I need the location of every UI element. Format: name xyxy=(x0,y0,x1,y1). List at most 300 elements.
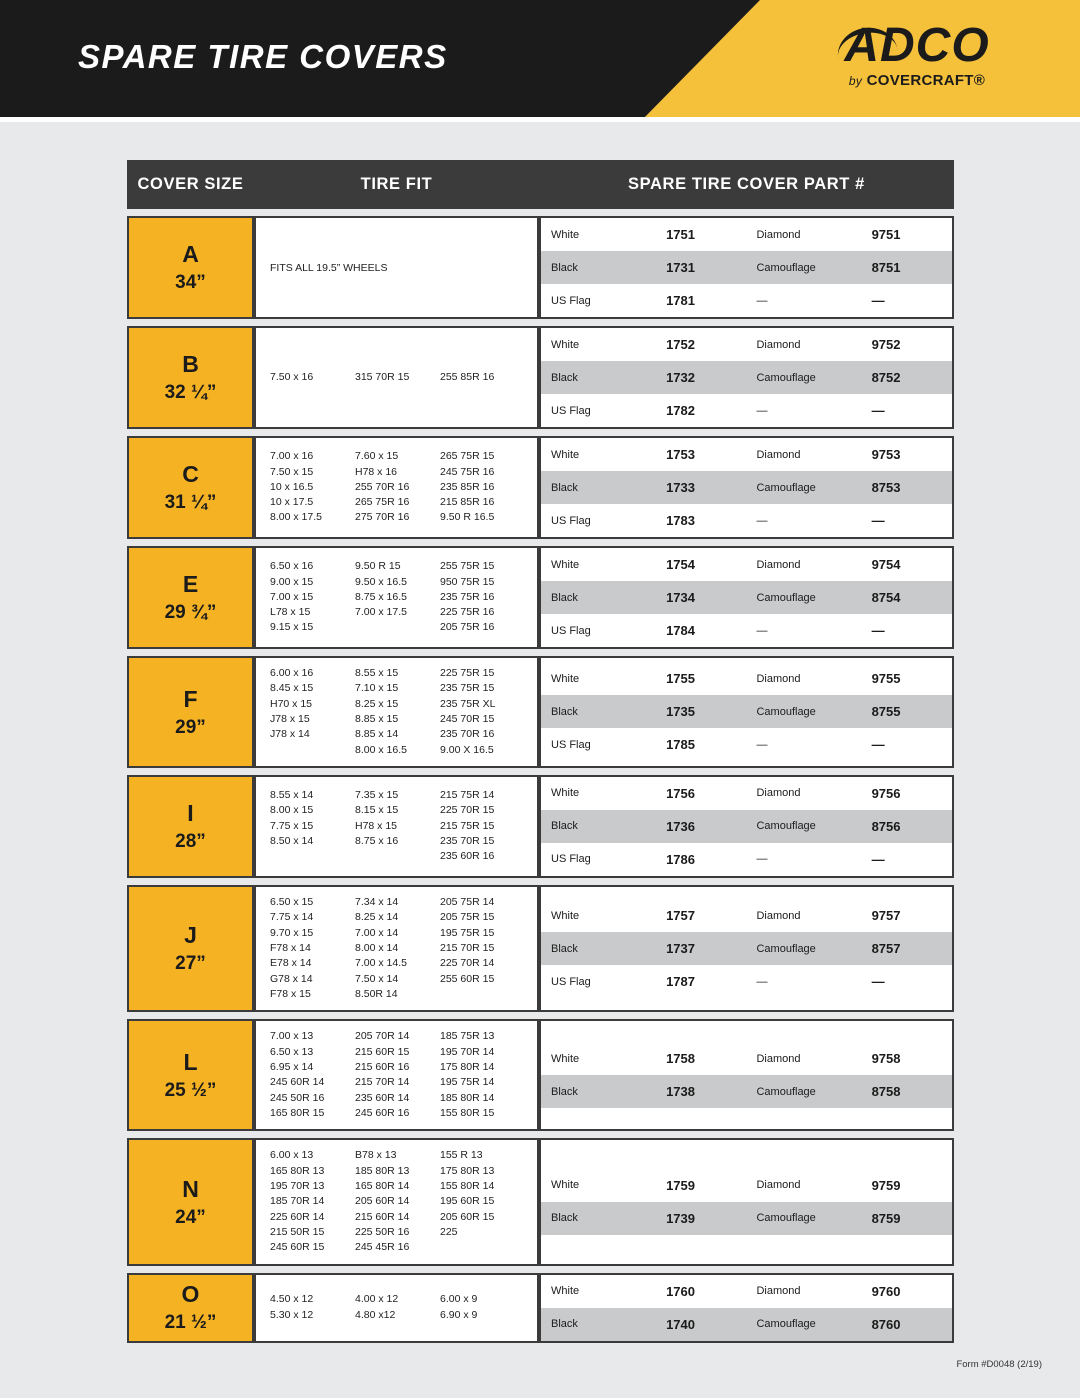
row-spacer xyxy=(127,1131,954,1138)
tire-fit-size: 8.85 x 14 xyxy=(355,728,399,741)
tire-fit-column xyxy=(440,788,525,865)
part-number-value: 1759 xyxy=(656,1169,746,1202)
part-number-cell xyxy=(539,1138,954,1265)
tire-fit-column xyxy=(355,370,440,385)
cover-size-letter: B xyxy=(182,351,199,378)
part-pattern-number: 8757 xyxy=(862,932,952,965)
part-color-label: US Flag xyxy=(541,504,656,537)
part-number-row xyxy=(541,614,952,647)
part-color-label: White xyxy=(541,899,656,932)
tire-fit-size: 205 75R 15 xyxy=(440,911,495,924)
tire-fit-size: H70 x 15 xyxy=(270,697,313,710)
table-row xyxy=(127,326,954,429)
tire-fit-size: 7.00 x 17.5 xyxy=(355,606,407,619)
tire-fit-size: 7.00 x 16 xyxy=(270,450,314,463)
part-color-label: Black xyxy=(541,932,656,965)
part-pattern-label: Diamond xyxy=(746,548,861,581)
part-number-value: 1783 xyxy=(656,504,746,537)
tire-fit-column xyxy=(355,449,440,526)
part-number-row xyxy=(541,438,952,471)
adco-logo xyxy=(792,19,1042,89)
cover-size-inches: 24” xyxy=(175,1206,206,1228)
tire-fit-size: 8.00 x 16.5 xyxy=(355,743,407,756)
tire-fit-size: 215 60R 14 xyxy=(355,1210,410,1223)
part-number-table xyxy=(541,777,952,876)
tire-fit-size: 6.00 x 16 xyxy=(270,667,314,679)
part-number-table xyxy=(541,548,952,647)
tire-fit-column xyxy=(270,1029,355,1121)
tire-fit-size: 165 80R 14 xyxy=(355,1179,410,1192)
tire-fit-size: 195 75R 15 xyxy=(440,926,495,939)
part-number-table xyxy=(541,1275,952,1341)
tire-fit-size: 8.15 x 15 xyxy=(355,804,399,817)
cover-size-cell xyxy=(127,326,254,429)
tire-fit-size: 7.00 x 13 xyxy=(270,1030,314,1043)
tire-fit-size: 245 50R 16 xyxy=(270,1091,325,1104)
tire-fit-size: 10 x 17.5 xyxy=(270,496,314,509)
part-number-table xyxy=(541,662,952,761)
tire-fit-size: 205 70R 14 xyxy=(355,1030,410,1043)
tire-fit-size: 215 50R 15 xyxy=(270,1225,325,1238)
part-pattern-number: 8754 xyxy=(862,581,952,614)
tire-fit-columns xyxy=(270,370,525,385)
tire-fit-size: 235 60R 14 xyxy=(355,1091,410,1104)
cover-size-cell xyxy=(127,546,254,649)
tire-fit-size: 225 xyxy=(440,1225,458,1238)
tire-fit-cell xyxy=(254,326,539,429)
table-row xyxy=(127,436,954,539)
part-number-table xyxy=(541,1169,952,1235)
tire-fit-size: 9.00 x 15 xyxy=(270,575,314,588)
tire-fit-size: 6.50 x 13 xyxy=(270,1045,314,1058)
part-number-row xyxy=(541,1308,952,1341)
table-row xyxy=(127,1019,954,1131)
tire-fit-size: 255 85R 16 xyxy=(440,370,495,383)
part-number-cell xyxy=(539,885,954,1012)
row-spacer xyxy=(127,878,954,885)
part-number-value: 1739 xyxy=(656,1202,746,1235)
part-color-label: Black xyxy=(541,810,656,843)
part-pattern-number: 8755 xyxy=(862,695,952,728)
tire-fit-size: 235 75R 16 xyxy=(440,590,495,603)
cover-size-inches: 28” xyxy=(175,831,206,853)
logo-by-text: by xyxy=(848,74,863,88)
tire-fit-size: 7.10 x 15 xyxy=(355,682,399,695)
part-pattern-number: — xyxy=(862,728,952,761)
logo-subtext xyxy=(792,72,1042,89)
part-pattern-label: Diamond xyxy=(746,1169,861,1202)
part-pattern-label: Diamond xyxy=(746,1275,861,1308)
part-number-row xyxy=(541,1042,952,1075)
part-number-row xyxy=(541,251,952,284)
tire-fit-columns xyxy=(270,1292,525,1323)
row-spacer xyxy=(127,1266,954,1273)
part-pattern-number: 8752 xyxy=(862,361,952,394)
tire-fit-size: 8.50R 14 xyxy=(355,987,398,1000)
tire-fit-cell xyxy=(254,775,539,878)
tire-fit-size: J78 x 15 xyxy=(270,712,310,725)
part-number-value: 1753 xyxy=(656,438,746,471)
part-pattern-number: 8759 xyxy=(862,1202,952,1235)
tire-fit-size: 6.95 x 14 xyxy=(270,1060,314,1073)
tire-fit-size: 205 75R 16 xyxy=(440,621,495,634)
cover-size-letter: O xyxy=(181,1281,200,1308)
part-pattern-label: Diamond xyxy=(746,899,861,932)
tire-fit-size: 225 70R 15 xyxy=(440,804,495,817)
part-number-value: 1754 xyxy=(656,548,746,581)
tire-fit-size: 195 60R 15 xyxy=(440,1195,495,1208)
cover-size-inches: 31 ¼” xyxy=(164,492,217,514)
tire-fit-size: 205 75R 14 xyxy=(440,895,495,908)
row-spacer xyxy=(127,1012,954,1019)
part-number-row xyxy=(541,728,952,761)
part-number-row xyxy=(541,471,952,504)
tire-fit-size: 7.75 x 14 xyxy=(270,911,314,924)
row-spacer xyxy=(127,649,954,656)
tire-fit-size: 6.50 x 16 xyxy=(270,560,314,573)
part-pattern-label: — xyxy=(746,284,861,317)
part-number-table xyxy=(541,1042,952,1108)
row-spacer xyxy=(127,768,954,775)
tire-fit-size: F78 x 15 xyxy=(270,987,311,1000)
tire-fit-column xyxy=(440,1029,525,1121)
part-number-value: 1786 xyxy=(656,843,746,876)
tire-fit-size: 255 75R 15 xyxy=(440,560,495,573)
tire-fit-column xyxy=(355,788,440,865)
part-pattern-label: Camouflage xyxy=(746,361,861,394)
cover-size-letter: E xyxy=(182,571,199,598)
tire-fit-size: 215 60R 15 xyxy=(355,1045,410,1058)
part-number-cell xyxy=(539,656,954,768)
tire-fit-columns xyxy=(270,788,525,865)
logo-covercraft-text: COVERCRAFT xyxy=(866,72,974,89)
part-color-label: Black xyxy=(541,251,656,284)
tire-fit-size: 235 75R XL xyxy=(440,697,496,710)
part-number-cell xyxy=(539,1019,954,1131)
tire-fit-size: 225 70R 14 xyxy=(440,957,495,970)
tire-fit-column xyxy=(355,559,440,636)
part-number-table xyxy=(541,218,952,317)
tire-fit-cell xyxy=(254,216,539,319)
tire-fit-size: 8.55 x 14 xyxy=(270,789,314,802)
part-pattern-label: — xyxy=(746,614,861,647)
tire-fit-size: 265 75R 15 xyxy=(440,450,495,463)
part-pattern-label: Camouflage xyxy=(746,810,861,843)
tire-fit-size: 8.00 x 14 xyxy=(355,941,399,954)
tire-fit-size: 215 85R 16 xyxy=(440,496,495,509)
part-number-table xyxy=(541,328,952,427)
tire-fit-size: 9.50 R 15 xyxy=(355,560,401,573)
part-pattern-number: 9752 xyxy=(862,328,952,361)
tire-fit-size: 7.75 x 15 xyxy=(270,819,314,832)
part-pattern-label: Diamond xyxy=(746,328,861,361)
cover-size-inches: 27” xyxy=(175,953,206,975)
tire-fit-size: 195 70R 14 xyxy=(440,1045,495,1058)
tire-fit-size: 7.50 x 15 xyxy=(270,465,314,478)
part-number-row xyxy=(541,1169,952,1202)
part-number-value: 1734 xyxy=(656,581,746,614)
tire-fit-size: 9.50 R 16.5 xyxy=(440,511,495,524)
table-header-row xyxy=(127,160,954,209)
document-body xyxy=(0,122,1080,1398)
part-color-label: White xyxy=(541,548,656,581)
part-number-row xyxy=(541,581,952,614)
part-number-value: 1737 xyxy=(656,932,746,965)
tire-fit-size: H78 x 16 xyxy=(355,465,398,478)
cover-size-letter: I xyxy=(187,800,194,827)
part-color-label: Black xyxy=(541,471,656,504)
part-number-value: 1755 xyxy=(656,662,746,695)
part-pattern-label: Diamond xyxy=(746,1042,861,1075)
row-spacer xyxy=(127,429,954,436)
tire-fit-size: 225 60R 14 xyxy=(270,1210,325,1223)
tire-fit-size: H78 x 15 xyxy=(355,819,398,832)
tire-fit-cell xyxy=(254,1019,539,1131)
part-color-label: US Flag xyxy=(541,394,656,427)
part-pattern-number: 9757 xyxy=(862,899,952,932)
tire-fit-size: 6.90 x 9 xyxy=(440,1308,478,1321)
part-pattern-number: — xyxy=(862,284,952,317)
column-header-cover-size: COVER SIZE xyxy=(127,160,254,209)
tire-fit-cell xyxy=(254,656,539,768)
tire-fit-size: 215 70R 14 xyxy=(355,1076,410,1089)
part-pattern-label: Camouflage xyxy=(746,1202,861,1235)
part-pattern-label: Diamond xyxy=(746,662,861,695)
part-number-value: 1781 xyxy=(656,284,746,317)
cover-size-letter: J xyxy=(184,922,197,949)
cover-size-cell xyxy=(127,775,254,878)
tire-fit-text: FITS ALL 19.5” WHEELS xyxy=(270,261,388,274)
part-pattern-number: — xyxy=(862,614,952,647)
part-number-row xyxy=(541,1202,952,1235)
part-number-row xyxy=(541,284,952,317)
part-number-value: 1732 xyxy=(656,361,746,394)
tire-fit-size: 235 75R 15 xyxy=(440,682,495,695)
tire-fit-size: 10 x 16.5 xyxy=(270,480,314,493)
part-number-value: 1736 xyxy=(656,810,746,843)
part-pattern-number: 9754 xyxy=(862,548,952,581)
tire-fit-size: 155 R 13 xyxy=(440,1149,483,1162)
part-number-row xyxy=(541,218,952,251)
tire-fit-size: 195 75R 14 xyxy=(440,1076,495,1089)
part-number-table xyxy=(541,438,952,537)
part-number-row xyxy=(541,394,952,427)
part-number-row xyxy=(541,504,952,537)
part-pattern-number: 8751 xyxy=(862,251,952,284)
tire-fit-size: 8.75 x 16 xyxy=(355,835,399,848)
tire-fit-column xyxy=(355,666,440,758)
spare-tire-cover-table xyxy=(127,160,954,1343)
tire-fit-size: 185 70R 14 xyxy=(270,1195,325,1208)
part-color-label: White xyxy=(541,777,656,810)
part-pattern-number: 9755 xyxy=(862,662,952,695)
cover-size-inches: 32 ¼” xyxy=(164,382,217,404)
tire-fit-size: 215 75R 15 xyxy=(440,819,495,832)
tire-fit-size: 8.75 x 16.5 xyxy=(355,590,407,603)
part-number-cell xyxy=(539,775,954,878)
tire-fit-size: 7.50 x 14 xyxy=(355,972,399,985)
form-number: Form #D0048 (2/19) xyxy=(956,1359,1042,1370)
tire-fit-column xyxy=(355,1029,440,1121)
tire-fit-columns xyxy=(270,1029,525,1121)
tire-fit-column xyxy=(440,1148,525,1255)
tire-fit-size: 7.50 x 16 xyxy=(270,370,314,383)
part-pattern-number: — xyxy=(862,504,952,537)
tire-fit-size: 275 70R 16 xyxy=(355,511,410,524)
table-row xyxy=(127,656,954,768)
part-number-value: 1751 xyxy=(656,218,746,251)
cover-size-inches: 25 ½” xyxy=(164,1079,217,1101)
tire-fit-size: 7.35 x 15 xyxy=(355,789,399,802)
part-color-label: White xyxy=(541,1275,656,1308)
part-number-value: 1757 xyxy=(656,899,746,932)
part-pattern-number: 9751 xyxy=(862,218,952,251)
logo-wordmark xyxy=(844,19,990,72)
tire-fit-size: 235 70R 16 xyxy=(440,728,495,741)
part-number-cell xyxy=(539,546,954,649)
part-number-row xyxy=(541,932,952,965)
tire-fit-size: 7.60 x 15 xyxy=(355,450,399,463)
tire-fit-size: 215 60R 16 xyxy=(355,1060,410,1073)
part-color-label: US Flag xyxy=(541,614,656,647)
tire-fit-size: 225 75R 15 xyxy=(440,667,495,679)
tire-fit-cell xyxy=(254,885,539,1012)
tire-fit-cell xyxy=(254,436,539,539)
tire-fit-size: 155 80R 15 xyxy=(440,1106,495,1119)
tire-fit-column xyxy=(440,666,525,758)
cover-size-cell xyxy=(127,656,254,768)
tire-fit-size: 215 70R 15 xyxy=(440,941,495,954)
tire-fit-column xyxy=(270,788,355,865)
part-pattern-number: 9759 xyxy=(862,1169,952,1202)
part-number-row xyxy=(541,1275,952,1308)
cover-size-letter: A xyxy=(182,241,199,268)
tire-fit-column xyxy=(270,895,355,1002)
part-pattern-number: 8753 xyxy=(862,471,952,504)
tire-fit-size: B78 x 13 xyxy=(355,1149,397,1162)
tire-fit-size: 9.50 x 16.5 xyxy=(355,575,407,588)
table-row xyxy=(127,546,954,649)
tire-fit-size: 5.30 x 12 xyxy=(270,1308,314,1321)
part-color-label: Black xyxy=(541,695,656,728)
part-color-label: White xyxy=(541,328,656,361)
tire-fit-cell xyxy=(254,1273,539,1343)
tire-fit-column xyxy=(270,449,355,526)
tire-fit-size: 9.15 x 15 xyxy=(270,621,314,634)
part-number-value: 1785 xyxy=(656,728,746,761)
cover-size-inches: 29 ¾” xyxy=(164,602,217,624)
tire-fit-size: 8.25 x 14 xyxy=(355,911,399,924)
tire-fit-size: 4.80 x12 xyxy=(355,1308,396,1321)
part-color-label: US Flag xyxy=(541,728,656,761)
part-pattern-number: — xyxy=(862,965,952,998)
tire-fit-size: 245 70R 15 xyxy=(440,712,495,725)
tire-fit-column xyxy=(270,370,355,385)
tire-fit-size: 8.00 x 17.5 xyxy=(270,511,322,524)
part-pattern-label: — xyxy=(746,965,861,998)
row-spacer xyxy=(127,319,954,326)
cover-size-inches: 21 ½” xyxy=(164,1312,217,1334)
tire-fit-size: 6.50 x 15 xyxy=(270,895,314,908)
tire-fit-size: 9.00 X 16.5 xyxy=(440,743,494,756)
part-color-label: US Flag xyxy=(541,284,656,317)
tire-fit-size: 8.45 x 15 xyxy=(270,682,314,695)
tire-fit-size: 7.34 x 14 xyxy=(355,895,399,908)
tire-fit-size: 195 70R 13 xyxy=(270,1179,325,1192)
part-pattern-number: 8756 xyxy=(862,810,952,843)
part-color-label: US Flag xyxy=(541,843,656,876)
tire-fit-cell xyxy=(254,1138,539,1265)
part-number-row xyxy=(541,843,952,876)
tire-fit-column xyxy=(270,666,355,758)
part-pattern-label: Camouflage xyxy=(746,251,861,284)
part-number-row xyxy=(541,810,952,843)
part-number-cell xyxy=(539,436,954,539)
tire-fit-size: 185 80R 13 xyxy=(355,1164,410,1177)
tire-fit-size: 245 75R 16 xyxy=(440,465,495,478)
part-pattern-label: — xyxy=(746,728,861,761)
part-color-label: Black xyxy=(541,1075,656,1108)
tire-fit-size: 165 80R 15 xyxy=(270,1106,325,1119)
part-pattern-label: Diamond xyxy=(746,218,861,251)
part-pattern-number: — xyxy=(862,394,952,427)
tire-fit-column xyxy=(440,559,525,636)
tire-fit-size: 165 80R 13 xyxy=(270,1164,325,1177)
part-pattern-label: Diamond xyxy=(746,438,861,471)
part-color-label: Black xyxy=(541,1202,656,1235)
tire-fit-column xyxy=(440,370,525,385)
cover-size-letter: N xyxy=(182,1175,199,1202)
tire-fit-size: 8.50 x 14 xyxy=(270,835,314,848)
part-number-value: 1731 xyxy=(656,251,746,284)
tire-fit-size: 8.00 x 15 xyxy=(270,804,314,817)
part-color-label: US Flag xyxy=(541,965,656,998)
logo-adco-text: ADCO xyxy=(844,19,990,72)
tire-fit-size: 235 85R 16 xyxy=(440,480,495,493)
part-pattern-number: 9760 xyxy=(862,1275,952,1308)
page-header xyxy=(0,0,1080,122)
part-color-label: Black xyxy=(541,361,656,394)
part-pattern-number: 9758 xyxy=(862,1042,952,1075)
tire-fit-size: 155 80R 14 xyxy=(440,1179,495,1192)
cover-size-cell xyxy=(127,1019,254,1131)
tire-fit-columns xyxy=(270,559,525,636)
tire-fit-size: 6.00 x 9 xyxy=(440,1293,478,1306)
tire-fit-size: F78 x 14 xyxy=(270,941,311,954)
part-number-row xyxy=(541,965,952,998)
part-number-value: 1787 xyxy=(656,965,746,998)
part-color-label: Black xyxy=(541,581,656,614)
cover-size-letter: F xyxy=(183,685,198,712)
cover-size-cell xyxy=(127,216,254,319)
tire-fit-size: G78 x 14 xyxy=(270,972,313,985)
part-color-label: White xyxy=(541,218,656,251)
cover-size-cell xyxy=(127,1138,254,1265)
tire-fit-size: L78 x 15 xyxy=(270,606,311,619)
tire-fit-column xyxy=(270,1148,355,1255)
table-row xyxy=(127,885,954,1012)
tire-fit-size: 255 70R 16 xyxy=(355,480,410,493)
tire-fit-size: 7.00 x 14.5 xyxy=(355,957,407,970)
cover-size-letter: C xyxy=(182,461,199,488)
part-pattern-number: 8758 xyxy=(862,1075,952,1108)
part-number-value: 1752 xyxy=(656,328,746,361)
tire-fit-size: J78 x 14 xyxy=(270,728,310,741)
tire-fit-columns xyxy=(270,1148,525,1255)
part-number-value: 1738 xyxy=(656,1075,746,1108)
part-color-label: White xyxy=(541,1042,656,1075)
table-row xyxy=(127,216,954,319)
